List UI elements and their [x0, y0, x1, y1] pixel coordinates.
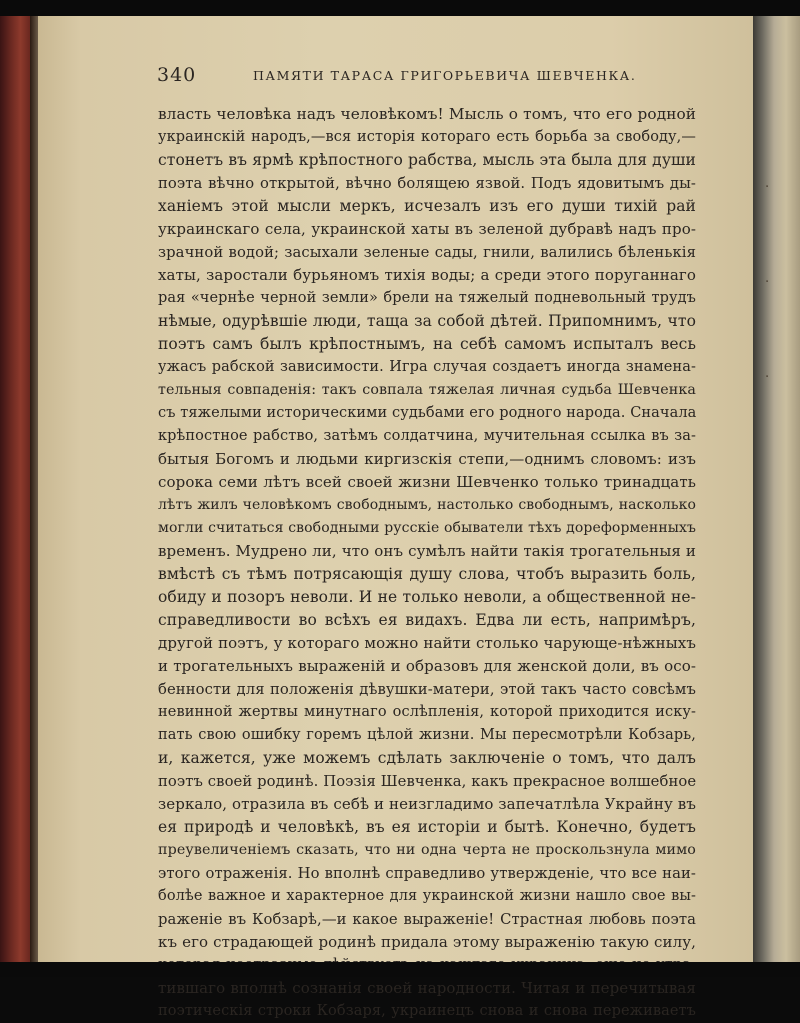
- text-line: поэтъ самъ былъ крѣпостнымъ, на себѣ самомъ испыталъ весь: [158, 335, 696, 353]
- text-line: бытыя Богомъ и людьми киргизскія степи,—однимъ словомъ: изъ: [158, 450, 696, 468]
- text-line: тившаго вполнѣ сознанія своей народности. Читая и перечитывая: [158, 979, 696, 997]
- text-line: невинной жертвы минутнаго ослѣпленія, которой приходится иску-: [158, 704, 696, 720]
- text-line: раженіе въ Кобзарѣ,—и какое выраженіе! Страстная любовь поэта: [158, 911, 696, 928]
- text-line: и, кажется, уже можемъ сдѣлать заключеніе о томъ, что далъ: [158, 749, 696, 767]
- text-line: поэтическія строки Кобзаря, украинецъ снова и снова переживаетъ: [158, 1003, 696, 1019]
- text-line: украинскаго села, украинской хаты въ зеленой дубравѣ надъ про-: [158, 220, 696, 238]
- text-line: ея природѣ и человѣкѣ, въ ея исторіи и бытѣ. Конечно, будетъ: [158, 818, 696, 836]
- text-line: къ его страдающей родинѣ придала этому выраженію такую силу,: [158, 933, 696, 951]
- text-line: стонетъ въ ярмѣ крѣпостного рабства, мысль эта была для души: [158, 151, 696, 169]
- text-line: поэтъ своей родинѣ. Поэзія Шевченка, какъ прекрасное волшебное: [158, 773, 696, 790]
- text-line: пать свою ошибку горемъ цѣлой жизни. Мы пересмотрѣли Кобзарь,: [158, 727, 696, 743]
- text-line: справедливости во всѣхъ ея видахъ. Едва ли есть, напримѣръ,: [158, 611, 696, 629]
- text-line: рая «чернѣе черной земли» брели на тяжелый подневольный трудъ: [158, 290, 696, 306]
- running-header: [157, 64, 697, 90]
- text-line: временъ. Мудрено ли, что онъ сумѣлъ найти такія трогательныя и: [158, 542, 696, 560]
- text-line: этого отраженія. Но вполнѣ справедливо утвержденіе, что все наи-: [158, 865, 696, 882]
- text-line: и трогательныхъ выраженій и образовъ для женской доли, въ осо-: [158, 657, 696, 675]
- text-line: поэта вѣчно открытой, вѣчно болящею язвой. Подъ ядовитымъ ды-: [158, 175, 696, 192]
- text-line: болѣе важное и характерное для украинской жизни нашло свое вы-: [158, 888, 696, 904]
- text-line: обиду и позоръ неволи. И не только неволи, а общественной не-: [158, 588, 696, 606]
- book-binding: [0, 16, 34, 962]
- scan-bottom-border: [0, 962, 800, 977]
- text-line: нѣмые, одурѣвшіе люди, таща за собой дѣтей. Припомнимъ, что: [158, 312, 696, 330]
- facing-page-mark: .: [765, 271, 770, 286]
- text-line: могли считаться свободными русскіе обыватели тѣхъ дореформенныхъ: [158, 520, 696, 536]
- text-line: сорока семи лѣтъ всей своей жизни Шевченко только тринадцать: [158, 473, 696, 491]
- text-line: лѣтъ жилъ человѣкомъ свободнымъ, настолько свободнымъ, насколько: [158, 497, 696, 513]
- text-line: вмѣстѣ съ тѣмъ потрясающія душу слова, чтобъ выразить боль,: [158, 565, 696, 583]
- text-line: бенности для положенія дѣвушки-матери, этой такъ часто совсѣмъ: [158, 681, 696, 698]
- text-line: съ тяжелыми историческими судьбами его родного народа. Сначала: [158, 405, 696, 421]
- text-line: ужасъ рабской зависимости. Игра случая создаетъ иногда знамена-: [158, 359, 696, 375]
- text-line: украинскій народъ,—вся исторія котораго есть борьба за свободу,—: [158, 129, 696, 145]
- text-line: власть человѣка надъ человѣкомъ! Мысль о томъ, что его родной: [158, 105, 696, 123]
- text-line: преувеличеніемъ сказать, что ни одна черта не проскользнула мимо: [158, 842, 696, 858]
- page-number: 340: [157, 64, 197, 86]
- text-line: ханіемъ этой мысли меркъ, исчезалъ изъ его души тихій рай: [158, 197, 696, 215]
- facing-page-mark: .: [765, 176, 770, 191]
- text-line: зеркало, отразила въ себѣ и неизгладимо запечатлѣла Украйну въ: [158, 795, 696, 813]
- text-line: тельныя совпаденія: такъ совпала тяжелая личная судьба Шевченка: [158, 382, 696, 398]
- text-line: крѣпостное рабство, затѣмъ солдатчина, мучительная ссылка въ за-: [158, 428, 696, 444]
- running-title: ПАМЯТИ ТАРАСА ГРИГОРЬЕВИЧА ШЕВЧЕНКА.: [253, 68, 637, 83]
- scan-top-border: [0, 0, 800, 16]
- text-line: другой поэтъ, у котораго можно найти столько чарующе-нѣжныхъ: [158, 634, 696, 652]
- text-line: хаты, заростали бурьяномъ тихія воды; а среди этого поруганнаго: [158, 266, 696, 284]
- body-text: [158, 103, 696, 1023]
- text-line: зрачной водой; засыхали зеленые сады, гнили, валились бѣленькія: [158, 244, 696, 261]
- facing-page-mark: .: [765, 366, 770, 381]
- facing-page-edge: [753, 16, 800, 962]
